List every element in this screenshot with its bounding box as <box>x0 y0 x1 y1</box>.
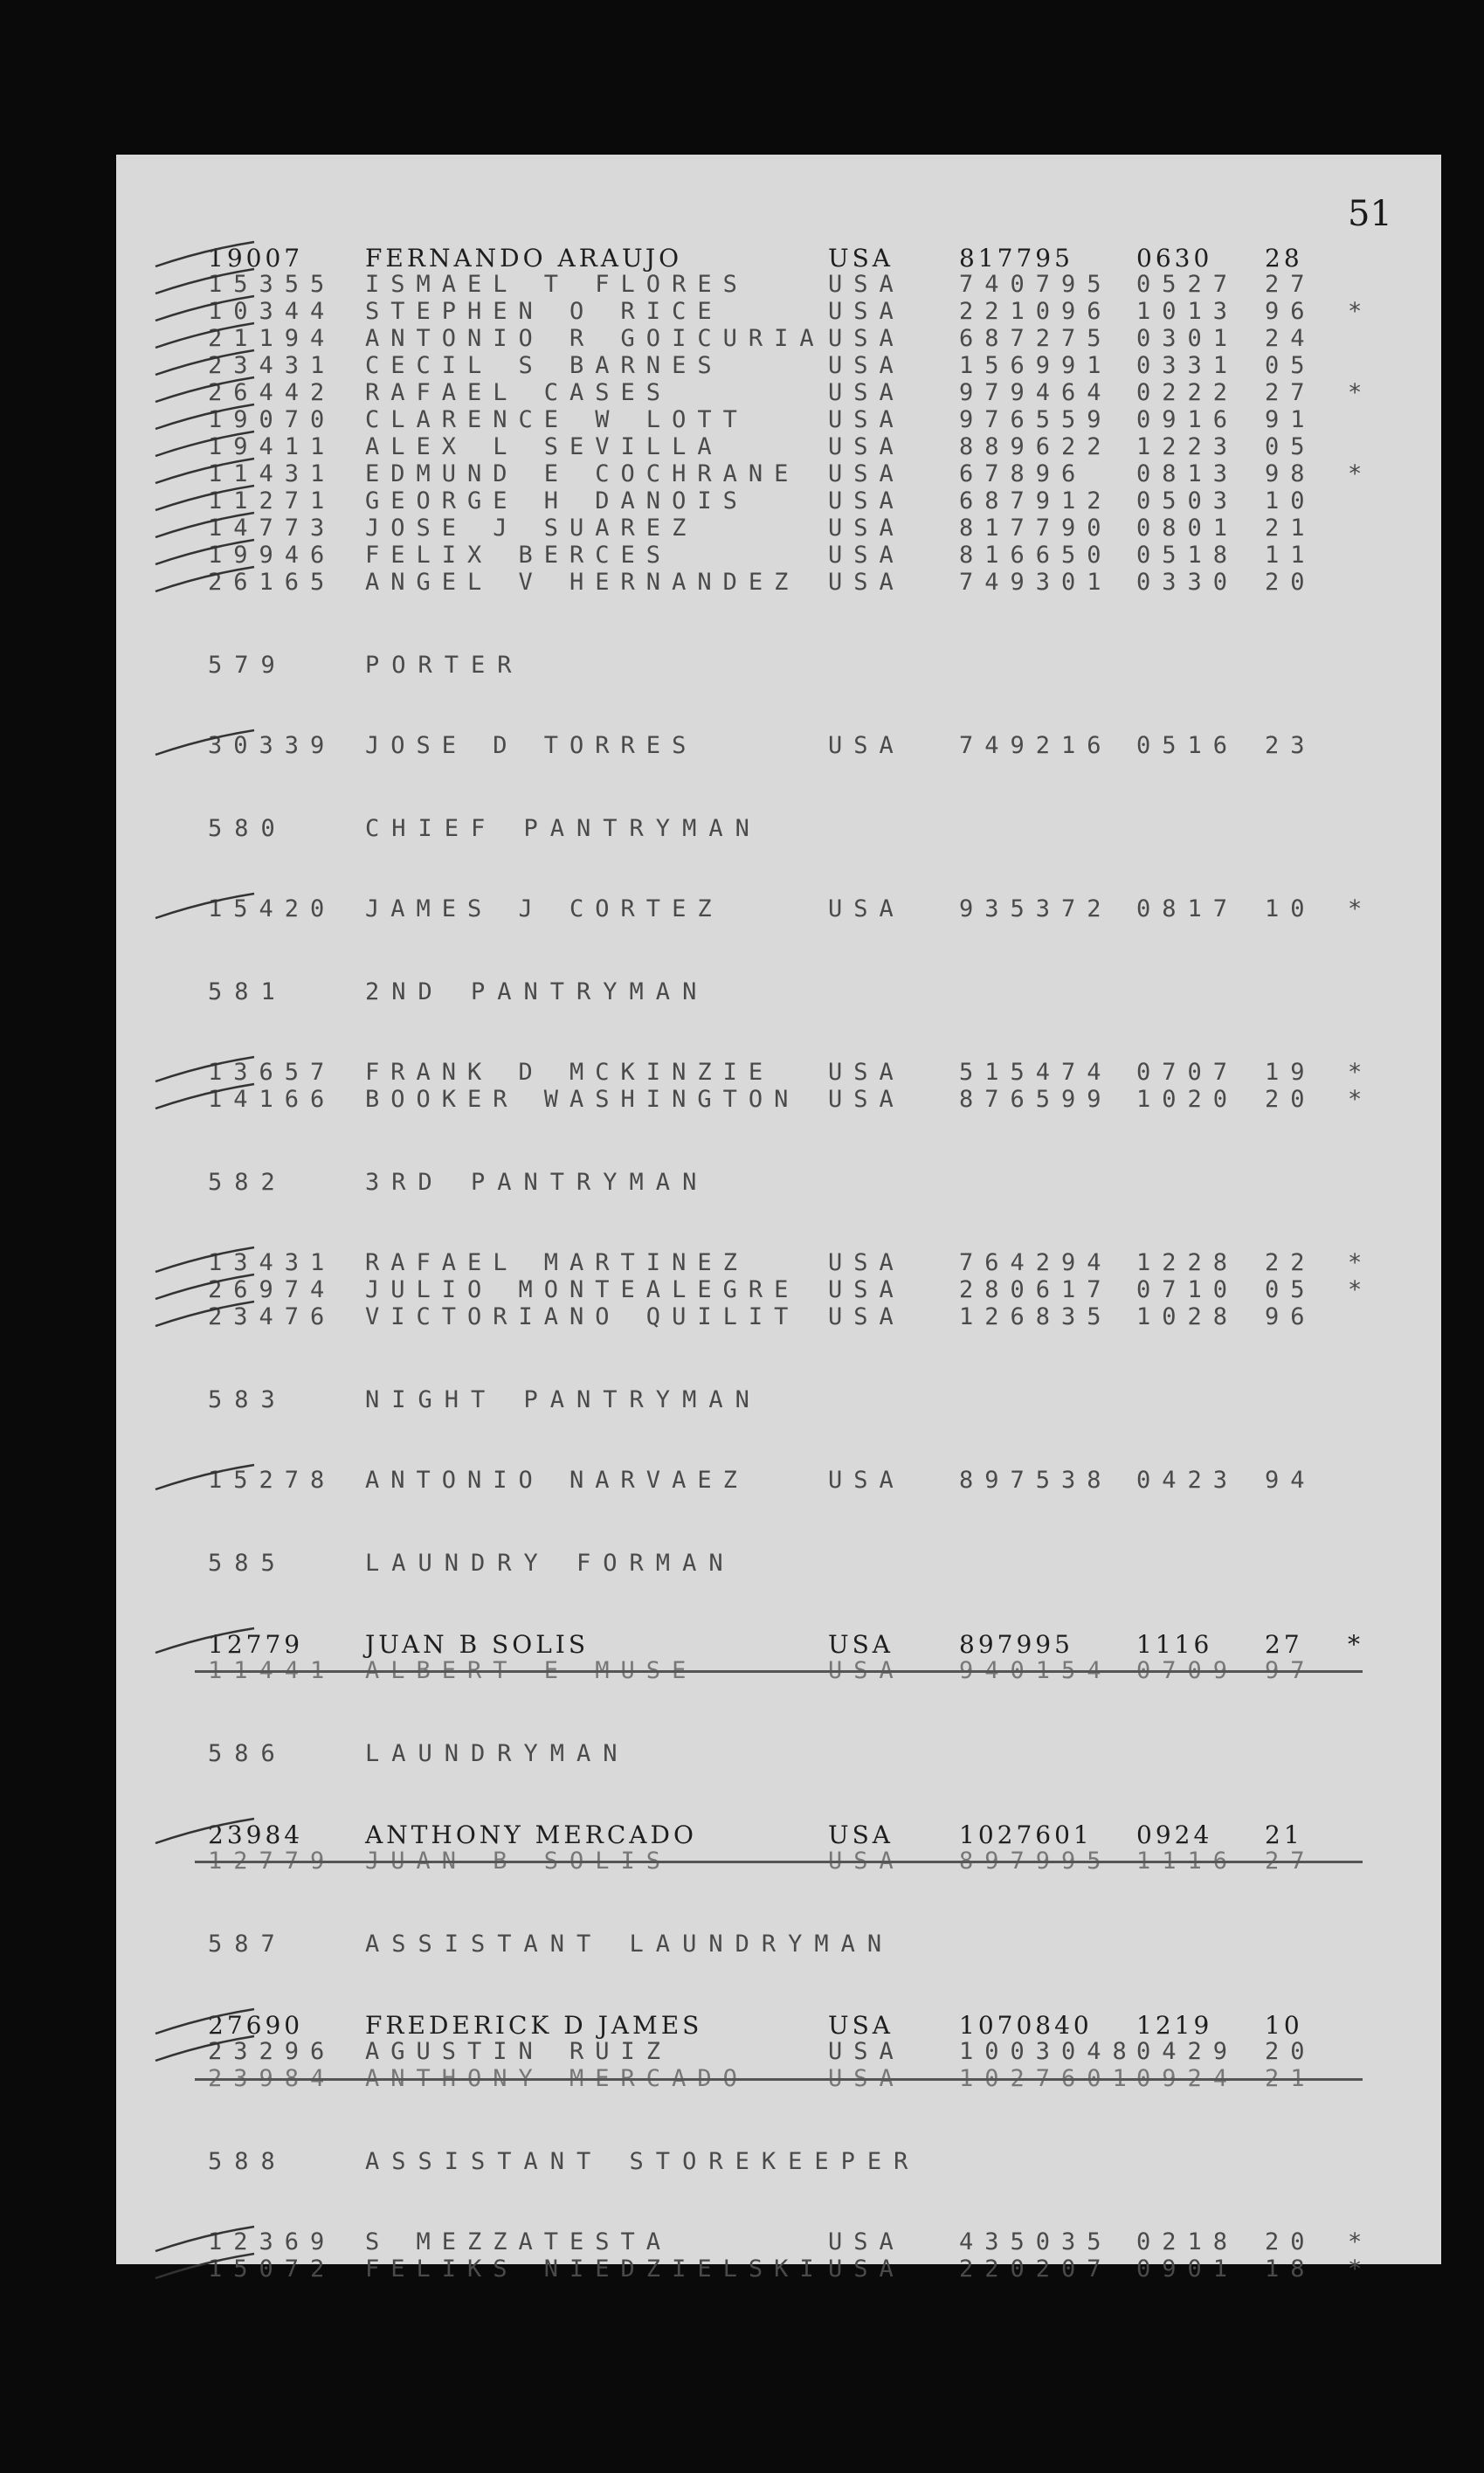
cell-num: 23476 <box>208 1303 336 1330</box>
cell-country: USA <box>828 1630 894 1659</box>
cell-c: 22 <box>1265 1249 1316 1276</box>
cell-name: CECIL S BARNES <box>365 352 723 379</box>
cell-c: 20 <box>1265 2228 1316 2255</box>
cell-a: 816650 <box>959 542 1113 569</box>
cell-num: 23984 <box>208 1820 304 1849</box>
cell-name: S MEZZATESTA <box>365 2228 673 2255</box>
cell-country: USA <box>828 487 905 515</box>
cell-a: 515474 <box>959 1059 1113 1086</box>
cell-a: 280617 <box>959 1276 1113 1303</box>
cell-num: 12779 <box>208 1630 304 1659</box>
cell-num: 19070 <box>208 406 336 433</box>
section-code: 579 <box>208 652 287 679</box>
cell-b: 0709 <box>1136 1657 1239 1684</box>
cell-name: GEORGE H DANOIS <box>365 487 749 515</box>
cell-num: 26165 <box>208 569 336 596</box>
cell-b: 0817 <box>1136 895 1239 922</box>
cell-a: 1070840 <box>959 2011 1093 2040</box>
cell-star: * <box>1348 2255 1363 2283</box>
cell-a: 1003048 <box>959 2038 1138 2065</box>
table-row <box>116 1657 1441 1685</box>
cell-a: 749301 <box>959 569 1113 596</box>
cell-name: ANGEL V HERNANDEZ <box>365 569 800 596</box>
cell-c: 11 <box>1265 542 1316 569</box>
cell-num: 21194 <box>208 325 336 352</box>
cell-country: USA <box>828 542 905 569</box>
cell-name: ALBERT E MUSE <box>365 1657 698 1684</box>
table-row <box>116 2038 1441 2066</box>
cell-num: 11271 <box>208 487 336 515</box>
section-code: 587 <box>208 1931 287 1958</box>
cell-country: USA <box>828 1059 905 1086</box>
table-row <box>116 1249 1441 1277</box>
cell-c: 10 <box>1265 487 1316 515</box>
table-row <box>116 379 1441 407</box>
cell-num: 26974 <box>208 1276 336 1303</box>
cell-a: 935372 <box>959 895 1113 922</box>
cell-c: 20 <box>1265 1086 1316 1113</box>
cell-num: 19946 <box>208 542 336 569</box>
cell-country: USA <box>828 515 905 542</box>
table-row <box>116 271 1441 299</box>
cell-a: 749216 <box>959 732 1113 759</box>
cell-country: USA <box>828 433 905 460</box>
cell-b: 0707 <box>1136 1059 1239 1086</box>
cell-num: 19411 <box>208 433 336 460</box>
cell-a: 897538 <box>959 1467 1113 1494</box>
cell-country: USA <box>828 2038 905 2065</box>
cell-num: 10344 <box>208 298 336 325</box>
cell-name: JULIO MONTEALEGRE <box>365 1276 800 1303</box>
cell-c: 21 <box>1265 1820 1303 1849</box>
cell-c: 19 <box>1265 1059 1316 1086</box>
table-row <box>116 298 1441 326</box>
table-row <box>116 1086 1441 1114</box>
cell-num: 27690 <box>208 2011 304 2040</box>
cell-b: 0503 <box>1136 487 1239 515</box>
cell-num: 12369 <box>208 2228 336 2255</box>
cell-num: 15072 <box>208 2255 336 2283</box>
cell-country: USA <box>828 1467 905 1494</box>
cell-a: 687912 <box>959 487 1113 515</box>
cell-country: USA <box>828 1086 905 1113</box>
section-header <box>116 978 1441 1006</box>
cell-num: 15355 <box>208 271 336 298</box>
section-code: 583 <box>208 1386 287 1413</box>
cell-b: 0630 <box>1136 244 1213 273</box>
cell-star: * <box>1348 1276 1363 1303</box>
cell-country: USA <box>828 1276 905 1303</box>
cell-name: BOOKER WASHINGTON <box>365 1086 800 1113</box>
cell-name: RAFAEL CASES <box>365 379 673 406</box>
cell-b: 1013 <box>1136 298 1239 325</box>
section-title: NIGHT PANTRYMAN <box>365 1386 762 1413</box>
cell-b: 0330 <box>1136 569 1239 596</box>
cell-name: ANTONIO R GOICURIA <box>365 325 825 352</box>
cell-name: JUAN B SOLIS <box>365 1848 673 1875</box>
cell-c: 20 <box>1265 2038 1316 2065</box>
table-row <box>116 352 1441 380</box>
table-row <box>116 1303 1441 1331</box>
cell-b: 1116 <box>1136 1630 1213 1659</box>
cell-star: * <box>1348 298 1363 325</box>
table-row <box>116 1276 1441 1304</box>
table-row <box>116 1630 1441 1658</box>
cell-num: 12779 <box>208 1848 336 1875</box>
cell-country: USA <box>828 1657 905 1684</box>
cell-c: 27 <box>1265 379 1316 406</box>
cell-name: ANTHONY MERCADO <box>365 1820 697 1849</box>
cell-b: 0924 <box>1136 1820 1213 1849</box>
cell-name: JUAN B SOLIS <box>365 1630 590 1659</box>
cell-country: USA <box>828 406 905 433</box>
cell-a: 817790 <box>959 515 1113 542</box>
cell-star: * <box>1348 460 1363 487</box>
cell-star: * <box>1348 1630 1363 1659</box>
cell-country: USA <box>828 2065 905 2092</box>
cell-country: USA <box>828 325 905 352</box>
cell-a: 764294 <box>959 1249 1113 1276</box>
cell-name: FELIX BERCES <box>365 542 673 569</box>
table-row <box>116 895 1441 923</box>
section-title: PORTER <box>365 652 524 679</box>
section-title: 3RD PANTRYMAN <box>365 1169 709 1196</box>
cell-name: ANTONIO NARVAEZ <box>365 1467 749 1494</box>
cell-num: 11441 <box>208 1657 336 1684</box>
cell-a: 876599 <box>959 1086 1113 1113</box>
cell-country: USA <box>828 379 905 406</box>
cell-a: 1027601 <box>959 2065 1138 2092</box>
cell-c: 21 <box>1265 515 1316 542</box>
cell-country: USA <box>828 271 905 298</box>
cell-a: 67896 <box>959 460 1087 487</box>
cell-name: JOSE D TORRES <box>365 732 698 759</box>
cell-a: 897995 <box>959 1630 1073 1659</box>
cell-b: 0516 <box>1136 732 1239 759</box>
cell-a: 897995 <box>959 1848 1113 1875</box>
cell-a: 979464 <box>959 379 1113 406</box>
cell-b: 1223 <box>1136 433 1239 460</box>
cell-c: 94 <box>1265 1467 1316 1494</box>
cell-c: 21 <box>1265 2065 1316 2092</box>
table-row <box>116 406 1441 434</box>
table-row <box>116 2065 1441 2093</box>
cell-num: 15278 <box>208 1467 336 1494</box>
cell-c: 18 <box>1265 2255 1316 2283</box>
cell-c: 28 <box>1265 244 1303 273</box>
cell-b: 0901 <box>1136 2255 1239 2283</box>
table-row <box>116 1848 1441 1875</box>
cell-c: 98 <box>1265 460 1316 487</box>
table-row <box>116 244 1441 272</box>
cell-c: 05 <box>1265 352 1316 379</box>
cell-name: RAFAEL MARTINEZ <box>365 1249 749 1276</box>
cell-num: 13431 <box>208 1249 336 1276</box>
cell-num: 30339 <box>208 732 336 759</box>
table-row <box>116 2255 1441 2283</box>
cell-name: FERNANDO ARAUJO <box>365 244 683 273</box>
cell-name: STEPHEN O RICE <box>365 298 723 325</box>
cell-c: 27 <box>1265 271 1316 298</box>
cell-a: 221096 <box>959 298 1113 325</box>
cell-country: USA <box>828 1820 894 1849</box>
section-header <box>116 1550 1441 1578</box>
cell-country: USA <box>828 1848 905 1875</box>
cell-b: 0301 <box>1136 325 1239 352</box>
cell-num: 11431 <box>208 460 336 487</box>
cell-name: JAMES J CORTEZ <box>365 895 723 922</box>
cell-c: 24 <box>1265 325 1316 352</box>
cell-a: 156991 <box>959 352 1113 379</box>
cell-c: 97 <box>1265 1657 1316 1684</box>
table-row <box>116 1059 1441 1087</box>
cell-a: 817795 <box>959 244 1073 273</box>
cell-star: * <box>1348 1059 1363 1086</box>
section-code: 582 <box>208 1169 287 1196</box>
cell-c: 27 <box>1265 1630 1303 1659</box>
document-page <box>116 155 1441 2283</box>
cell-country: USA <box>828 2011 894 2040</box>
cell-c: 91 <box>1265 406 1316 433</box>
cell-b: 0924 <box>1136 2065 1239 2092</box>
cell-a: 220207 <box>959 2255 1113 2283</box>
cell-star: * <box>1348 379 1363 406</box>
cell-name: CLARENCE W LOTT <box>365 406 749 433</box>
section-title: CHIEF PANTRYMAN <box>365 815 762 842</box>
cell-num: 14773 <box>208 515 336 542</box>
cell-name: JOSE J SUAREZ <box>365 515 698 542</box>
cell-b: 0801 <box>1136 515 1239 542</box>
cell-name: ANTHONY MERCADO <box>365 2065 749 2092</box>
cell-star: * <box>1348 1086 1363 1113</box>
section-title: ASSISTANT LAUNDRYMAN <box>365 1931 894 1958</box>
cell-country: USA <box>828 895 905 922</box>
cell-num: 23431 <box>208 352 336 379</box>
page-number: 51 <box>1348 194 1392 234</box>
cell-num: 23984 <box>208 2065 336 2092</box>
section-title: LAUNDRYMAN <box>365 1740 630 1767</box>
cell-a: 940154 <box>959 1657 1113 1684</box>
cell-country: USA <box>828 1249 905 1276</box>
section-header <box>116 815 1441 843</box>
section-title: ASSISTANT STOREKEEPER <box>365 2148 921 2175</box>
table-row <box>116 1467 1441 1495</box>
section-title: 2ND PANTRYMAN <box>365 978 709 1005</box>
table-row <box>116 569 1441 597</box>
cell-num: 23296 <box>208 2038 336 2065</box>
cell-c: 96 <box>1265 298 1316 325</box>
cell-c: 05 <box>1265 433 1316 460</box>
table-row <box>116 325 1441 353</box>
table-row <box>116 433 1441 461</box>
section-header <box>116 1386 1441 1414</box>
cell-b: 0429 <box>1136 2038 1239 2065</box>
cell-country: USA <box>828 569 905 596</box>
cell-num: 26442 <box>208 379 336 406</box>
cell-name: FELIKS NIEDZIELSKI <box>365 2255 825 2283</box>
cell-c: 10 <box>1265 895 1316 922</box>
cell-b: 0423 <box>1136 1467 1239 1494</box>
cell-b: 0813 <box>1136 460 1239 487</box>
section-code: 585 <box>208 1550 287 1577</box>
cell-a: 1027601 <box>959 1820 1093 1849</box>
section-header <box>116 1740 1441 1768</box>
cell-a: 889622 <box>959 433 1113 460</box>
cell-c: 05 <box>1265 1276 1316 1303</box>
table-row <box>116 732 1441 760</box>
table-row <box>116 2011 1441 2039</box>
table-row <box>116 515 1441 542</box>
cell-star: * <box>1348 895 1363 922</box>
cell-a: 687275 <box>959 325 1113 352</box>
section-header <box>116 2148 1441 2176</box>
cell-a: 435035 <box>959 2228 1113 2255</box>
table-row <box>116 542 1441 570</box>
cell-num: 14166 <box>208 1086 336 1113</box>
cell-c: 27 <box>1265 1848 1316 1875</box>
cell-a: 740795 <box>959 271 1113 298</box>
cell-num: 13657 <box>208 1059 336 1086</box>
section-code: 586 <box>208 1740 287 1767</box>
cell-b: 0331 <box>1136 352 1239 379</box>
cell-b: 0218 <box>1136 2228 1239 2255</box>
cell-name: ISMAEL T FLORES <box>365 271 749 298</box>
cell-b: 1028 <box>1136 1303 1239 1330</box>
cell-a: 126835 <box>959 1303 1113 1330</box>
cell-name: FRANK D MCKINZIE <box>365 1059 775 1086</box>
cell-country: USA <box>828 2255 905 2283</box>
cell-country: USA <box>828 732 905 759</box>
cell-star: * <box>1348 2228 1363 2255</box>
cell-b: 0222 <box>1136 379 1239 406</box>
cell-b: 1116 <box>1136 1848 1239 1875</box>
table-row <box>116 487 1441 515</box>
cell-b: 0527 <box>1136 271 1239 298</box>
cell-num: 15420 <box>208 895 336 922</box>
cell-b: 0916 <box>1136 406 1239 433</box>
cell-c: 20 <box>1265 569 1316 596</box>
cell-country: USA <box>828 1303 905 1330</box>
cell-country: USA <box>828 298 905 325</box>
table-row <box>116 460 1441 488</box>
cell-name: EDMUND E COCHRANE <box>365 460 800 487</box>
cell-b: 0518 <box>1136 542 1239 569</box>
table-row <box>116 1820 1441 1848</box>
section-title: LAUNDRY FORMAN <box>365 1550 735 1577</box>
cell-c: 10 <box>1265 2011 1303 2040</box>
cell-c: 96 <box>1265 1303 1316 1330</box>
cell-country: USA <box>828 352 905 379</box>
section-header <box>116 652 1441 680</box>
cell-name: VICTORIANO QUILIT <box>365 1303 800 1330</box>
table-row <box>116 2228 1441 2256</box>
cell-name: FREDERICK D JAMES <box>365 2011 703 2040</box>
cell-country: USA <box>828 460 905 487</box>
section-code: 588 <box>208 2148 287 2175</box>
cell-country: USA <box>828 2228 905 2255</box>
section-code: 580 <box>208 815 287 842</box>
section-header <box>116 1931 1441 1958</box>
cell-num: 19007 <box>208 244 304 273</box>
cell-b: 0710 <box>1136 1276 1239 1303</box>
cell-b: 1228 <box>1136 1249 1239 1276</box>
section-header <box>116 1169 1441 1197</box>
cell-star: * <box>1348 1249 1363 1276</box>
cell-b: 1020 <box>1136 1086 1239 1113</box>
cell-name: AGUSTIN RUIZ <box>365 2038 673 2065</box>
cell-country: USA <box>828 244 894 273</box>
cell-b: 1219 <box>1136 2011 1213 2040</box>
cell-name: ALEX L SEVILLA <box>365 433 723 460</box>
cell-c: 23 <box>1265 732 1316 759</box>
section-code: 581 <box>208 978 287 1005</box>
cell-a: 976559 <box>959 406 1113 433</box>
